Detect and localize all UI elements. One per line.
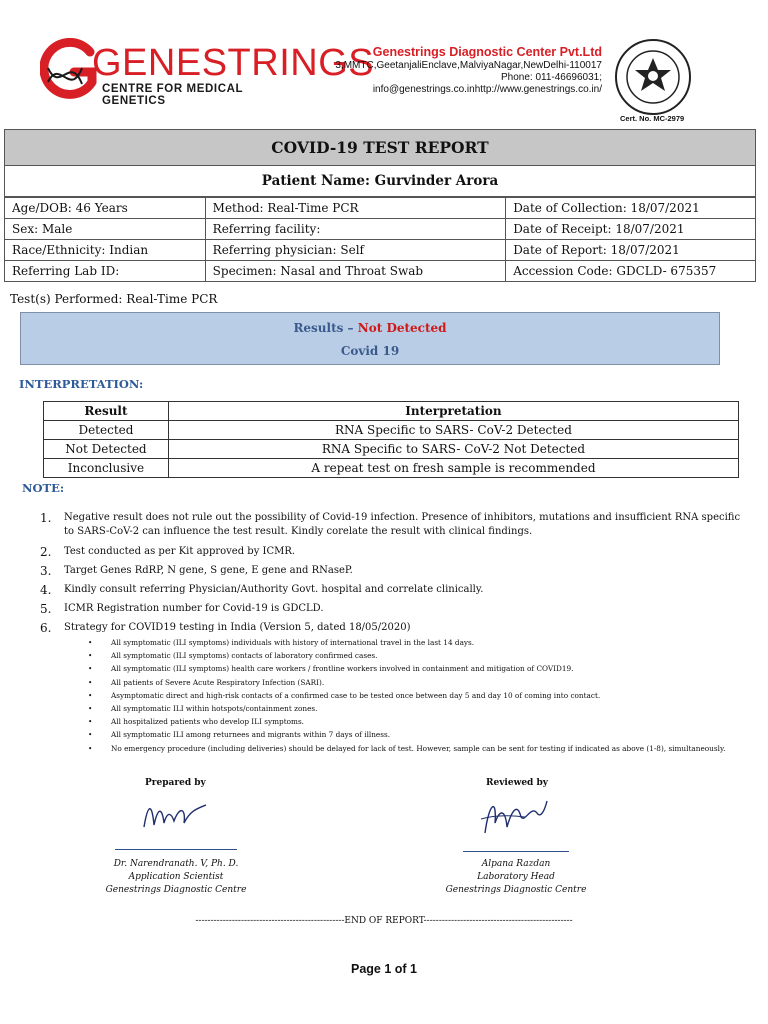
info-age: Age/DOB: 46 Years (5, 198, 206, 219)
info-race: Race/Ethnicity: Indian (5, 240, 206, 261)
dna-g-logo-icon (40, 38, 100, 104)
info-accession-code: Accession Code: GDCLD- 675357 (506, 261, 756, 282)
table-header-row (44, 402, 739, 421)
table-row (5, 240, 756, 261)
interpretation-table (43, 401, 739, 478)
note-number: 2. (40, 545, 52, 559)
interpretation-cell: RNA Specific to SARS- CoV-2 Not Detected (168, 440, 738, 459)
list-item: • All symptomatic (ILI symptoms) contacts of laboratory confirmed cases. (88, 649, 748, 662)
info-specimen: Specimen: Nasal and Throat Swab (205, 261, 506, 282)
prepared-signature-line (115, 849, 237, 850)
certificate-number: Cert. No. MC-2979 (620, 114, 685, 123)
list-item (36, 564, 748, 583)
info-referring-physician: Referring physician: Self (205, 240, 506, 261)
company-name: Genestrings Diagnostic Center Pvt.Ltd (372, 45, 602, 59)
report-title: COVID-19 TEST REPORT (4, 129, 756, 166)
company-contact: info@genestrings.co.inhttp://www.genestrings.co.in/ (372, 84, 602, 95)
info-referring-facility: Referring facility: (205, 219, 506, 240)
list-item: • All patients of Severe Acute Respiratory Infection (SARI). (88, 676, 748, 689)
prepared-by-label: Prepared by (145, 778, 206, 788)
note-number: 3. (40, 564, 52, 578)
list-item (36, 511, 748, 545)
patient-info-table (4, 197, 756, 282)
note-number: 6. (40, 621, 52, 635)
info-lab-id: Referring Lab ID: (5, 261, 206, 282)
table-row (44, 421, 739, 440)
results-prefix: Results – (293, 321, 358, 335)
info-date-receipt: Date of Receipt: 18/07/2021 (506, 219, 756, 240)
info-date-collection: Date of Collection: 18/07/2021 (506, 198, 756, 219)
note-number: 1. (40, 511, 52, 525)
list-item: • All symptomatic ILI among returnees and migrants within 7 days of illness. (88, 728, 748, 741)
end-of-report: -------------------------------------------------END OF REPORT------------------------------------------------- (195, 916, 573, 926)
header-result: Result (44, 402, 169, 421)
header-interpretation: Interpretation (168, 402, 738, 421)
list-item: • No emergency procedure (including deliveries) should be delayed for lack of test. However, sample can be sent for testing if indicated as above (1-8), simultaneously. (88, 742, 748, 755)
patient-name: Patient Name: Gurvinder Arora (4, 165, 756, 197)
interpretation-cell: A repeat test on fresh sample is recommended (168, 459, 738, 478)
info-date-report: Date of Report: 18/07/2021 (506, 240, 756, 261)
reviewed-by-label: Reviewed by (486, 778, 549, 788)
list-item: • All hospitalized patients who develop ILI symptoms. (88, 715, 748, 728)
info-method: Method: Real-Time PCR (205, 198, 506, 219)
note-text: Negative result does not rule out the possibility of Covid-19 infection. Presence of inhibitors, mutations and insufficient RNA specific to SARS-CoV-2 can influence the test result. Kindly corelate the result with clinical findings. (64, 512, 741, 537)
result-cell: Not Detected (44, 440, 169, 459)
company-logo (40, 38, 375, 107)
reviewed-name: Alpana Razdan (481, 859, 551, 869)
info-sex: Sex: Male (5, 219, 206, 240)
table-row (44, 459, 739, 478)
prepared-by-block (76, 858, 276, 897)
list-item: • All symptomatic (ILI symptoms) health care workers / frontline workers involved in containment and mitigation of COVID19. (88, 662, 748, 675)
note-text: Kindly consult referring Physician/Authority Govt. hospital and correlate clinically. (64, 584, 484, 595)
notes-list (36, 511, 748, 640)
prepared-name: Dr. Narendranath. V, Ph. D. (113, 859, 239, 869)
reviewed-org: Genestrings Diagnostic Centre (445, 885, 587, 895)
tests-performed: Test(s) Performed: Real-Time PCR (10, 292, 218, 306)
logo-wordmark: GENESTRINGS (92, 42, 375, 84)
accreditation-seal-icon (614, 38, 692, 116)
list-item: • Asymptomatic direct and high-risk contacts of a confirmed case to be tested once between day 5 and day 10 of coming into contact. (88, 689, 748, 702)
table-row (44, 440, 739, 459)
results-box (20, 312, 720, 365)
note-number: 4. (40, 583, 52, 597)
prepared-title: Application Scientist (128, 872, 224, 882)
note-text: Test conducted as per Kit approved by ICMR. (64, 546, 296, 557)
interpretation-heading: INTERPRETATION: (19, 377, 144, 391)
list-item (36, 583, 748, 602)
result-cell: Detected (44, 421, 169, 440)
reviewed-signature-line (463, 851, 569, 852)
logo-subtitle: CENTRE FOR MEDICAL GENETICS (102, 83, 243, 107)
strategy-bullets (88, 636, 748, 755)
note-heading: NOTE: (22, 481, 65, 495)
list-item (36, 545, 748, 564)
reviewed-title: Laboratory Head (477, 872, 555, 882)
list-item: • All symptomatic (ILI symptoms) individuals with history of international travel in the last 14 days. (88, 636, 748, 649)
interpretation-cell: RNA Specific to SARS- CoV-2 Detected (168, 421, 738, 440)
results-status: Not Detected (357, 321, 447, 335)
list-item: • All symptomatic ILI within hotspots/containment zones. (88, 702, 748, 715)
list-item (36, 602, 748, 621)
table-row (5, 261, 756, 282)
company-phone: Phone: 011-46696031; (500, 72, 602, 83)
reviewed-by-block (416, 858, 616, 897)
note-text: Target Genes RdRP, N gene, S gene, E gene and RNaseP. (64, 565, 353, 576)
result-cell: Inconclusive (44, 459, 169, 478)
page-number: Page 1 of 1 (351, 962, 417, 976)
note-text: ICMR Registration number for Covid-19 is GDCLD. (64, 603, 324, 614)
table-row (5, 219, 756, 240)
company-info (335, 45, 602, 95)
note-text: Strategy for COVID19 testing in India (Version 5, dated 18/05/2020) (64, 622, 411, 633)
prepared-signature-icon (140, 795, 210, 835)
results-disease: Covid 19 (340, 344, 400, 358)
note-number: 5. (40, 602, 52, 616)
prepared-org: Genestrings Diagnostic Centre (105, 885, 247, 895)
company-address: 3,MMTC,GeetanjaliEnclave,MalviyaNagar,NewDelhi-110017 (335, 60, 602, 71)
reviewed-signature-icon (475, 793, 550, 839)
table-row (5, 198, 756, 219)
